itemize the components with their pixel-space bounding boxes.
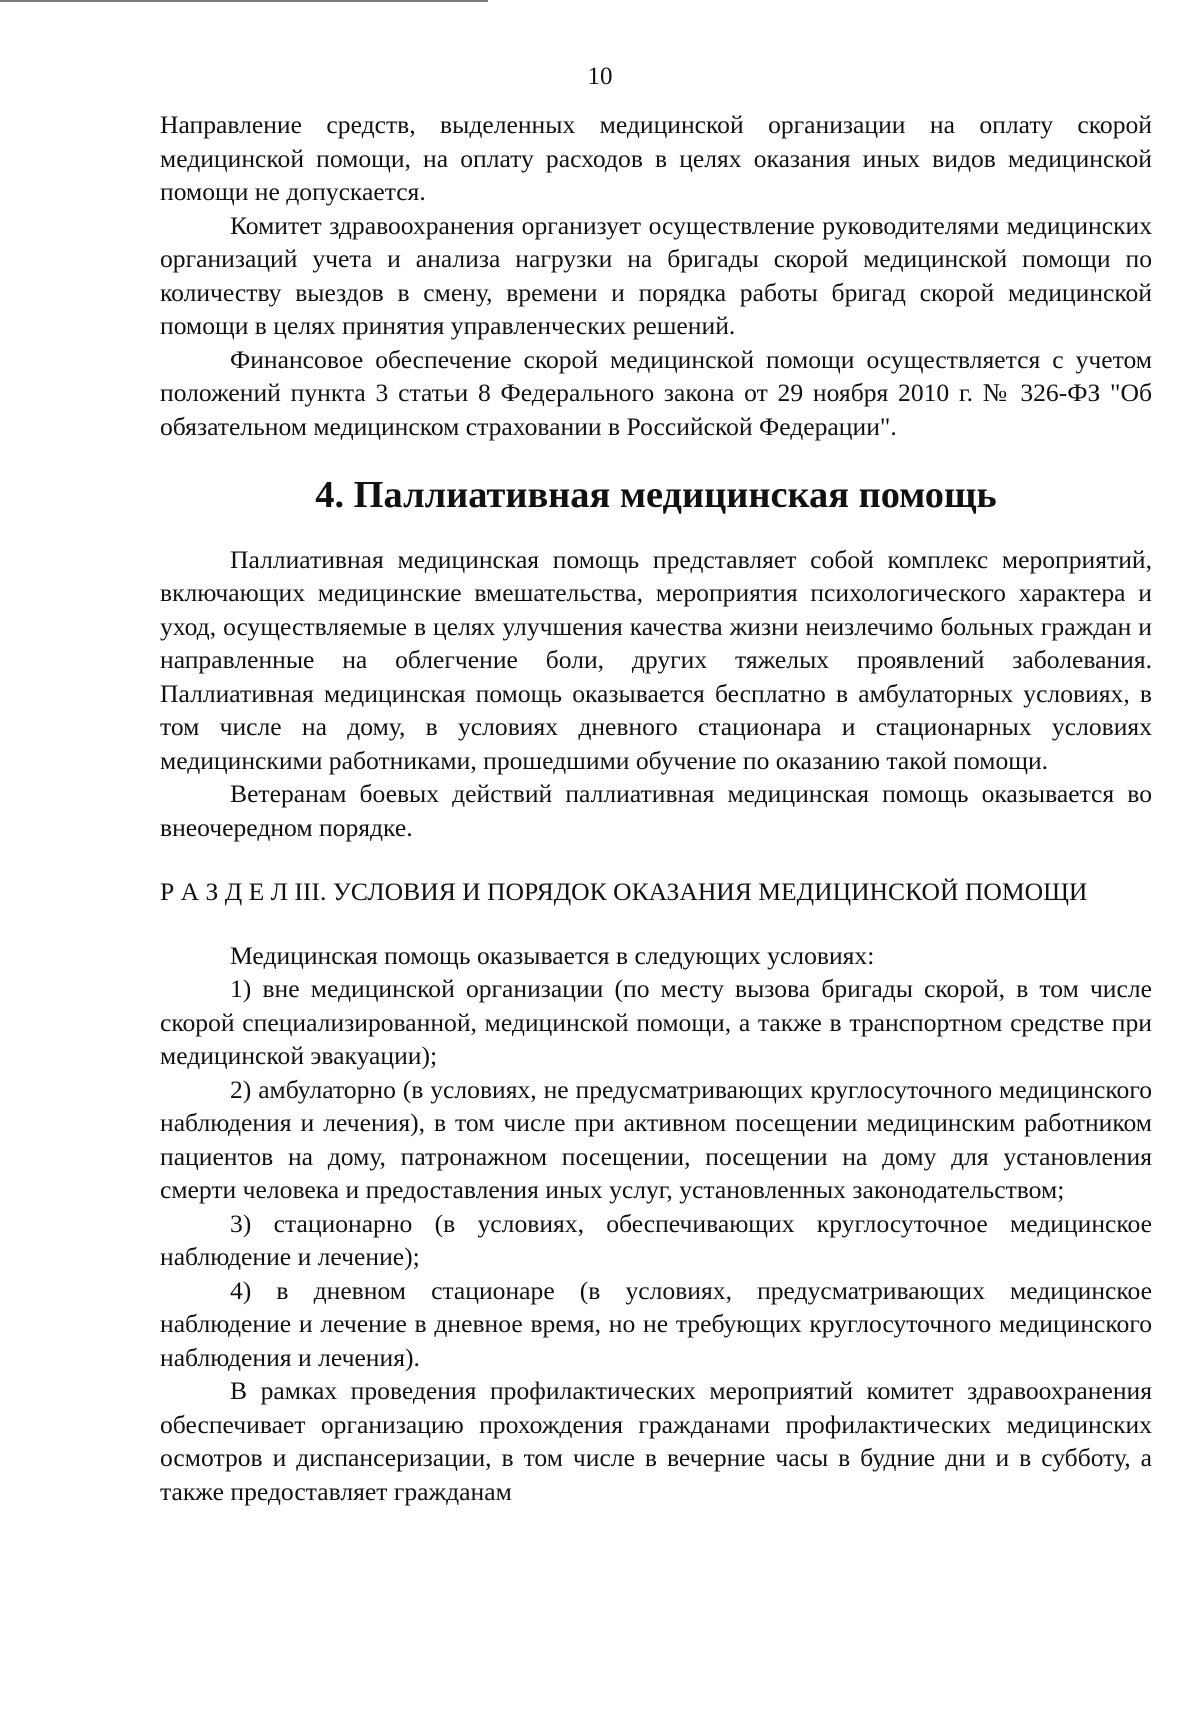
document-body (160, 108, 1152, 1508)
paragraph-conditions-intro: Медицинская помощь оказывается в следующих условиях: (230, 940, 875, 970)
scan-edge-line (0, 0, 488, 2)
paragraph-funding-restriction: Направление средств, выделенных медицинской организации на оплату скорой медицинской помощи, на оплату расходов в целях оказания иных видов медицинской помощи не допускается. (160, 110, 1152, 206)
list-item-inpatient: 3) стационарно (в условиях, обеспечивающих круглосуточное медицинское наблюдение и лечение); (160, 1208, 1152, 1271)
paragraph-palliative-definition: Паллиативная медицинская помощь представляет собой комплекс мероприятий, включающих медицинские вмешательства, мероприятия психологического характера и уход, осуществляемые в целях улучшения качества жизни неизлечимо больных граждан и направленные на облегчение боли, других тяжелых проявлений заболевания. Паллиативная медицинская помощь оказывается бесплатно в амбулаторных условиях, в том числе на дому, в условиях дневного стационара и стационарных условиях медицинскими работниками, прошедшими обучение по оказанию такой помощи. (160, 544, 1152, 775)
list-item-outpatient: 2) амбулаторно (в условиях, не предусматривающих круглосуточного медицинского наблюдения и лечения), в том числе при активном посещении медицинским работником пациентов на дому, патронажном посещении, посещении на дому для установления смерти человека и предоставления иных услуг, установленных законодательством; (160, 1074, 1152, 1204)
paragraph-veterans: Ветеранам боевых действий паллиативная медицинская помощь оказывается во внеочередном порядке. (160, 779, 1152, 842)
paragraph-preventive-measures: В рамках проведения профилактических мероприятий комитет здравоохранения обеспечивает организацию прохождения гражданами профилактических медицинских осмотров и диспансеризации, в том числе в вечерние часы в будние дни и в субботу, а также предоставляет гражданам (160, 1376, 1152, 1506)
page-number: 10 (587, 63, 613, 90)
paragraph-committee-analysis: Комитет здравоохранения организует осуществление руководителями медицинских организаций учета и анализа нагрузки на бригады скорой медицинской помощи по количеству выездов в смену, времени и порядка работы бригад скорой медицинской помощи в целях принятия управленческих решений. (160, 210, 1152, 340)
section-title-conditions: Р А З Д Е Л III. УСЛОВИЯ И ПОРЯДОК ОКАЗАНИЯ МЕДИЦИНСКОЙ ПОМОЩИ (160, 877, 1088, 906)
paragraph-financing: Финансовое обеспечение скорой медицинской помощи осуществляется с учетом положений пункта 3 статьи 8 Федерального закона от 29 ноября 2010 г. № 326-ФЗ "Об обязательном медицинском страховании в Российской Федерации". (160, 344, 1152, 441)
heading-palliative-care: 4. Паллиативная медицинская помощь (315, 474, 997, 516)
list-item-day-hospital: 4) в дневном стационаре (в условиях, предусматривающих медицинское наблюдение и лечение в дневное время, но не требующих круглосуточного медицинского наблюдения и лечения). (160, 1275, 1152, 1372)
list-item-outside-organization: 1) вне медицинской организации (по месту вызова бригады скорой, в том числе скорой специализированной, медицинской помощи, а также в транспортном средстве при медицинской эвакуации); (160, 974, 1152, 1070)
